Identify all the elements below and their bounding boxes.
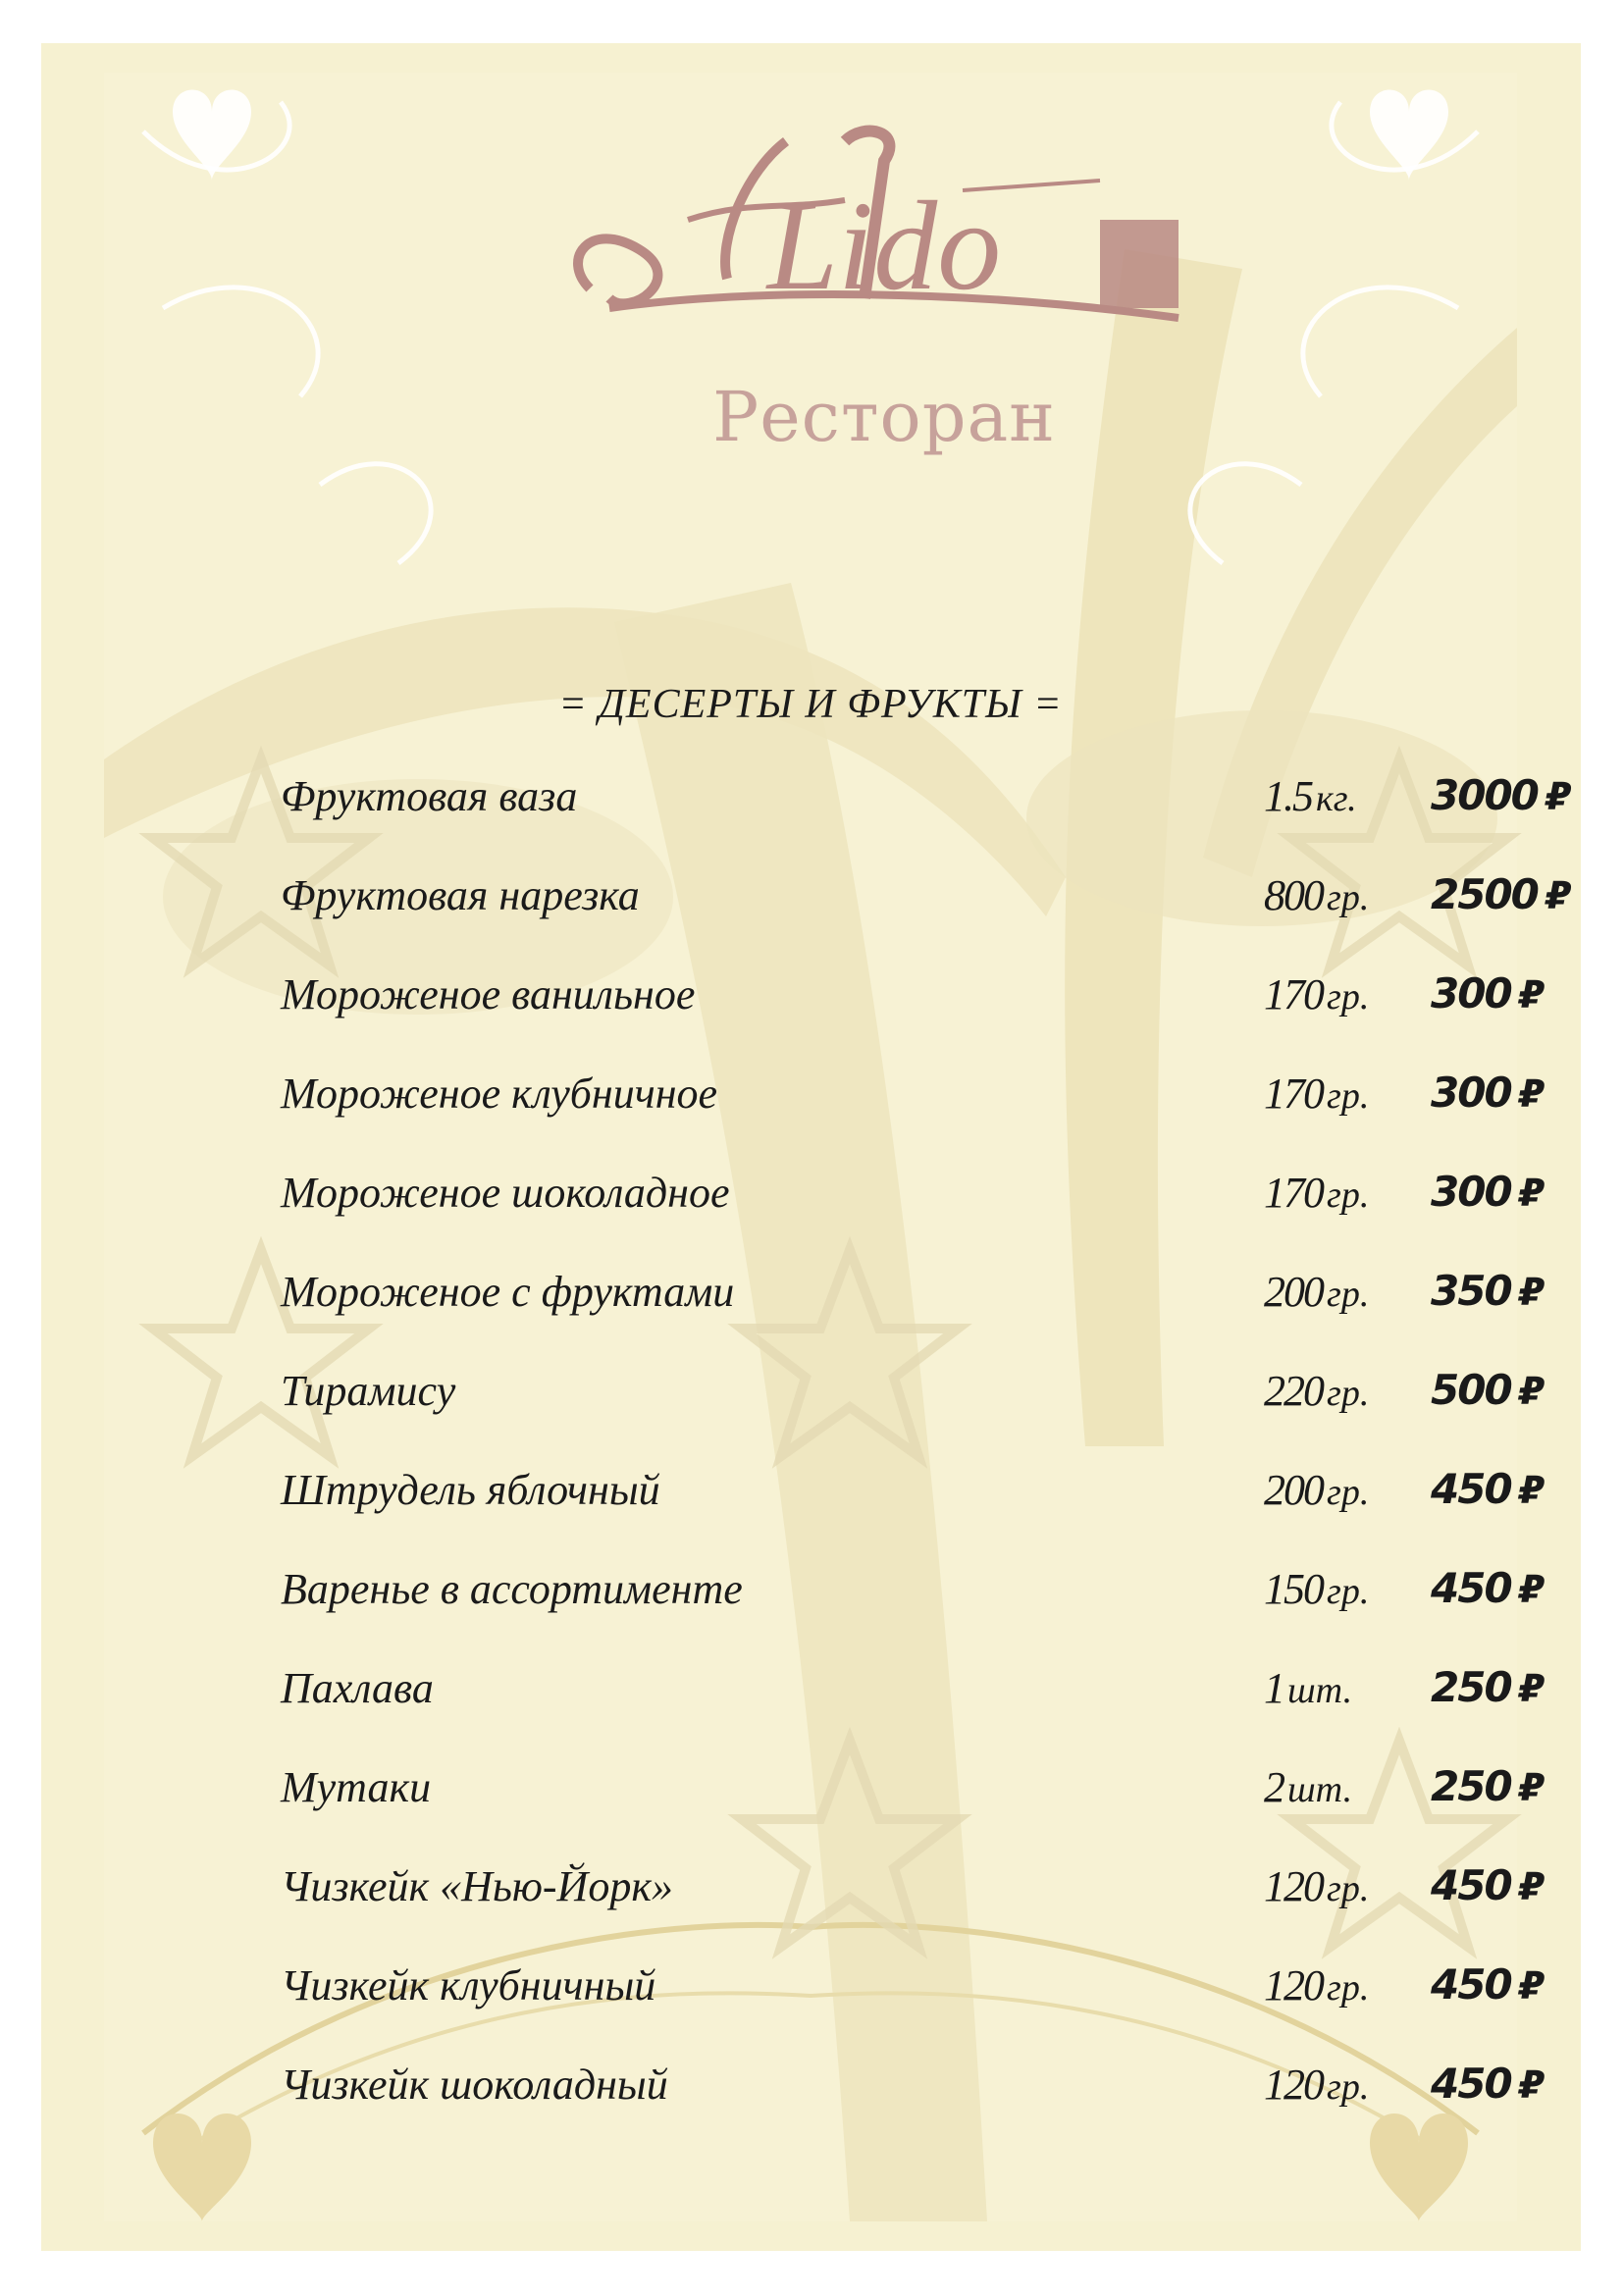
menu-item-weight (1264, 1465, 1369, 1515)
weight-value: 120 (1264, 1862, 1323, 1910)
menu-item-weight (1264, 2060, 1369, 2110)
menu-item (281, 1564, 1544, 1663)
menu-item-price (1431, 1762, 1543, 1810)
currency-symbol: ₽ (1518, 2063, 1544, 2107)
menu-item-name: Пахлава (281, 1664, 434, 1712)
weight-unit: гр. (1327, 1373, 1370, 1414)
menu-item (281, 1168, 1544, 1267)
menu-item-name: Фруктовая ваза (281, 772, 578, 820)
weight-value: 2 (1264, 1763, 1283, 1811)
currency-symbol: ₽ (1518, 1964, 1544, 2008)
currency-symbol: ₽ (1518, 1865, 1544, 1908)
section-title: = ДЕСЕРТЫ И ФРУКТЫ = (558, 682, 1063, 727)
price-value: 450 (1431, 1465, 1511, 1513)
price-value: 250 (1431, 1762, 1511, 1810)
weight-unit: гр. (1327, 976, 1370, 1018)
menu-item-weight (1264, 1564, 1369, 1614)
menu-item (281, 771, 1570, 870)
menu-item-name: Мороженое шоколадное (281, 1169, 730, 1217)
menu-item-name: Чизкейк шоколадный (281, 2061, 668, 2109)
menu-item-weight (1264, 1663, 1352, 1713)
weight-value: 200 (1264, 1268, 1323, 1316)
menu-item (281, 1465, 1544, 1564)
menu-item-price (1431, 1267, 1543, 1315)
currency-symbol: ₽ (1518, 1271, 1544, 1314)
currency-symbol: ₽ (1518, 1469, 1544, 1512)
menu-item-price (1431, 969, 1543, 1018)
price-value: 3000 (1431, 771, 1538, 819)
weight-value: 1.5 (1264, 772, 1312, 820)
restaurant-logo (550, 102, 1218, 455)
menu-item-weight (1264, 1267, 1369, 1317)
price-value: 300 (1431, 969, 1511, 1018)
weight-value: 220 (1264, 1367, 1323, 1415)
price-value: 350 (1431, 1267, 1511, 1315)
menu-item-weight (1264, 1861, 1369, 1911)
price-value: 300 (1431, 1069, 1511, 1117)
menu-item-weight (1264, 1960, 1369, 2010)
menu-item-weight (1264, 1168, 1369, 1218)
weight-unit: шт. (1287, 1769, 1353, 1810)
menu-item (281, 1267, 1544, 1366)
currency-symbol: ₽ (1518, 973, 1544, 1017)
weight-value: 120 (1264, 1961, 1323, 2009)
currency-symbol: ₽ (1518, 1667, 1544, 1710)
menu-item-weight (1264, 771, 1357, 821)
weight-value: 150 (1264, 1565, 1323, 1613)
menu-item-price (1431, 1564, 1543, 1612)
weight-unit: гр. (1327, 1075, 1370, 1117)
menu-item (281, 1861, 1544, 1960)
price-value: 450 (1431, 1960, 1511, 2009)
menu-item-price (1431, 1069, 1543, 1117)
logo-word: Ресторан (712, 377, 1056, 457)
menu-list (281, 771, 1570, 2159)
weight-unit: кг. (1316, 778, 1357, 819)
weight-unit: гр. (1327, 1274, 1370, 1315)
weight-value: 200 (1264, 1466, 1323, 1514)
currency-symbol: ₽ (1545, 874, 1570, 917)
menu-item-price (1431, 771, 1569, 819)
currency-symbol: ₽ (1518, 1072, 1544, 1116)
weight-value: 170 (1264, 1169, 1323, 1217)
weight-unit: гр. (1327, 877, 1370, 918)
menu-item-price (1431, 2060, 1543, 2108)
menu-item (281, 969, 1544, 1069)
menu-item (281, 1069, 1544, 1168)
menu-item (281, 1762, 1544, 1861)
weight-value: 120 (1264, 2061, 1323, 2109)
currency-symbol: ₽ (1518, 1172, 1544, 1215)
weight-unit: гр. (1327, 1472, 1370, 1513)
menu-item-price (1431, 870, 1569, 918)
menu-item-price (1431, 1366, 1543, 1414)
menu-item (281, 870, 1570, 969)
menu-item-name: Тирамису (281, 1367, 456, 1415)
logo-name: Lido (766, 176, 1002, 317)
currency-symbol: ₽ (1518, 1568, 1544, 1611)
menu-item-weight (1264, 1366, 1369, 1416)
logo-emblem-icon (550, 102, 1218, 377)
menu-item-price (1431, 1960, 1543, 2009)
weight-unit: шт. (1287, 1670, 1353, 1711)
menu-item-name: Мороженое с фруктами (281, 1268, 735, 1316)
price-value: 500 (1431, 1366, 1511, 1414)
menu-item-name: Мороженое клубничное (281, 1070, 718, 1118)
menu-item-name: Мутаки (281, 1763, 432, 1811)
price-value: 450 (1431, 1861, 1511, 1909)
weight-unit: гр. (1327, 1868, 1370, 1909)
weight-unit: гр. (1327, 1174, 1370, 1216)
weight-unit: гр. (1327, 2066, 1370, 2108)
weight-value: 170 (1264, 1070, 1323, 1118)
menu-item-name: Чизкейк «Нью-Йорк» (281, 1862, 673, 1910)
menu-item-name: Фруктовая нарезка (281, 871, 640, 919)
menu-page (41, 43, 1581, 2251)
menu-item-name: Чизкейк клубничный (281, 1961, 656, 2009)
weight-value: 800 (1264, 871, 1323, 919)
currency-symbol: ₽ (1518, 1370, 1544, 1413)
price-value: 300 (1431, 1168, 1511, 1216)
menu-item-price (1431, 1465, 1543, 1513)
menu-frame (104, 73, 1570, 2221)
menu-item-price (1431, 1663, 1543, 1711)
menu-item (281, 2060, 1544, 2159)
menu-item-weight (1264, 969, 1369, 1019)
currency-symbol: ₽ (1518, 1766, 1544, 1809)
currency-symbol: ₽ (1545, 775, 1570, 818)
weight-value: 1 (1264, 1664, 1283, 1712)
price-value: 450 (1431, 1564, 1511, 1612)
menu-item-weight (1264, 1762, 1352, 1812)
price-value: 450 (1431, 2060, 1511, 2108)
menu-item-weight (1264, 1069, 1369, 1119)
price-value: 250 (1431, 1663, 1511, 1711)
menu-item-name: Штрудель яблочный (281, 1466, 660, 1514)
price-value: 2500 (1431, 870, 1538, 918)
menu-item-price (1431, 1168, 1543, 1216)
weight-value: 170 (1264, 970, 1323, 1018)
menu-item-price (1431, 1861, 1543, 1909)
menu-item-name: Варенье в ассортименте (281, 1565, 743, 1613)
menu-item-name: Мороженое ванильное (281, 970, 696, 1018)
menu-item (281, 1960, 1544, 2060)
weight-unit: гр. (1327, 1571, 1370, 1612)
menu-item (281, 1366, 1544, 1465)
menu-item-weight (1264, 870, 1369, 920)
weight-unit: гр. (1327, 1967, 1370, 2009)
menu-item (281, 1663, 1544, 1762)
